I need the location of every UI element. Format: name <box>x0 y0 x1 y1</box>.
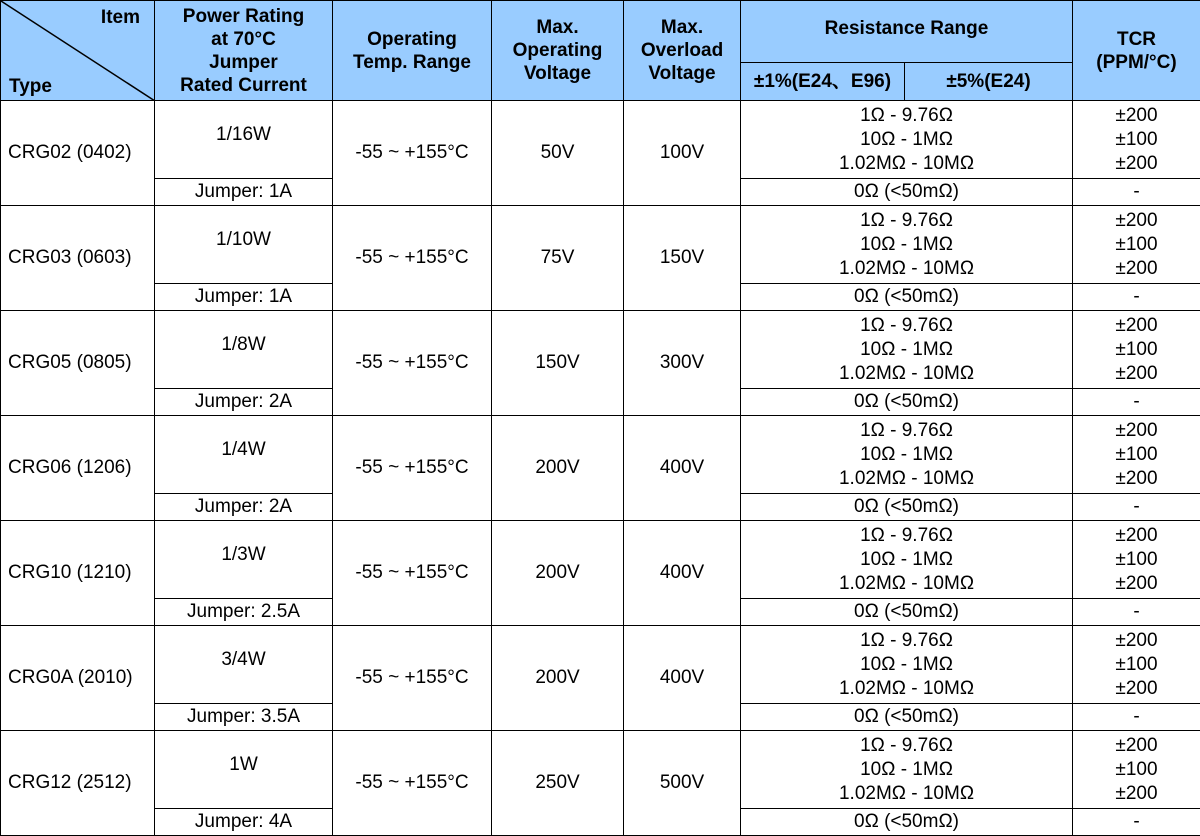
type-label: Type <box>9 75 52 98</box>
item-label: Item <box>101 6 140 29</box>
max-overload-voltage-cell: 300V <box>624 311 741 416</box>
max-overload-voltage-cell: 150V <box>624 206 741 311</box>
jumper-current-cell: Jumper: 4A <box>155 809 333 836</box>
power-rating-cell: 1W <box>155 731 333 809</box>
jumper-tcr-cell: - <box>1073 809 1200 836</box>
tcr-line: ±100 <box>1073 653 1200 677</box>
range-line: 1Ω - 9.76Ω <box>741 524 1072 548</box>
type-cell: CRG12 (2512) <box>1 731 155 836</box>
max-overload-voltage-cell: 400V <box>624 521 741 626</box>
jumper-current-cell: Jumper: 2.5A <box>155 599 333 626</box>
tcr-line: ±100 <box>1073 233 1200 257</box>
type-cell: CRG02 (0402) <box>1 101 155 206</box>
tcr-header: TCR (PPM/°C) <box>1073 1 1200 101</box>
tcr-line: ±100 <box>1073 548 1200 572</box>
max-operating-voltage-cell: 250V <box>492 731 624 836</box>
jumper-tcr-cell: - <box>1073 389 1200 416</box>
max-operating-voltage-cell: 150V <box>492 311 624 416</box>
jumper-resistance-cell: 0Ω (<50mΩ) <box>741 704 1073 731</box>
tcr-line: ±200 <box>1073 257 1200 281</box>
range-line: 10Ω - 1MΩ <box>741 233 1072 257</box>
tcr-line: ±200 <box>1073 104 1200 128</box>
tcr-cell <box>1073 101 1200 179</box>
tcr-line: ±200 <box>1073 362 1200 386</box>
max-operating-voltage-cell: 200V <box>492 626 624 731</box>
range-line: 1.02MΩ - 10MΩ <box>741 572 1072 596</box>
jumper-resistance-cell: 0Ω (<50mΩ) <box>741 809 1073 836</box>
tcr-cell <box>1073 311 1200 389</box>
jumper-resistance-cell: 0Ω (<50mΩ) <box>741 284 1073 311</box>
range-line: 1.02MΩ - 10MΩ <box>741 467 1072 491</box>
tcr-line: ±200 <box>1073 152 1200 176</box>
tcr-line: ±200 <box>1073 467 1200 491</box>
tcr-cell <box>1073 626 1200 704</box>
temp-range-header: Operating Temp. Range <box>333 1 492 101</box>
tcr-line: ±100 <box>1073 338 1200 362</box>
max-overload-voltage-header: Max. Overload Voltage <box>624 1 741 101</box>
jumper-tcr-cell: - <box>1073 284 1200 311</box>
temp-range-cell: -55 ~ +155°C <box>333 521 492 626</box>
jumper-resistance-cell: 0Ω (<50mΩ) <box>741 389 1073 416</box>
power-rating-cell: 3/4W <box>155 626 333 704</box>
type-cell: CRG10 (1210) <box>1 521 155 626</box>
jumper-current-cell: Jumper: 2A <box>155 494 333 521</box>
tcr-line: ±100 <box>1073 443 1200 467</box>
range-line: 10Ω - 1MΩ <box>741 338 1072 362</box>
power-rating-cell: 1/3W <box>155 521 333 599</box>
type-cell: CRG0A (2010) <box>1 626 155 731</box>
max-operating-voltage-cell: 200V <box>492 416 624 521</box>
type-cell: CRG03 (0603) <box>1 206 155 311</box>
power-rating-cell: 1/10W <box>155 206 333 284</box>
range-line: 1.02MΩ - 10MΩ <box>741 152 1072 176</box>
max-overload-voltage-cell: 400V <box>624 626 741 731</box>
max-overload-voltage-cell: 500V <box>624 731 741 836</box>
range-line: 10Ω - 1MΩ <box>741 548 1072 572</box>
tcr-cell <box>1073 206 1200 284</box>
temp-range-cell: -55 ~ +155°C <box>333 311 492 416</box>
range-line: 1Ω - 9.76Ω <box>741 209 1072 233</box>
resistance-range-cell <box>741 626 1073 704</box>
jumper-current-cell: Jumper: 3.5A <box>155 704 333 731</box>
max-overload-voltage-cell: 400V <box>624 416 741 521</box>
tcr-line: ±100 <box>1073 758 1200 782</box>
range-line: 1Ω - 9.76Ω <box>741 314 1072 338</box>
temp-range-cell: -55 ~ +155°C <box>333 101 492 206</box>
power-rating-cell: 1/4W <box>155 416 333 494</box>
resistance-range-cell <box>741 206 1073 284</box>
max-operating-voltage-cell: 200V <box>492 521 624 626</box>
jumper-current-cell: Jumper: 1A <box>155 179 333 206</box>
power-rating-cell: 1/8W <box>155 311 333 389</box>
range-line: 10Ω - 1MΩ <box>741 128 1072 152</box>
temp-range-cell: -55 ~ +155°C <box>333 416 492 521</box>
temp-range-cell: -55 ~ +155°C <box>333 731 492 836</box>
resistance-range-cell <box>741 416 1073 494</box>
resistance-range-cell <box>741 731 1073 809</box>
tcr-line: ±200 <box>1073 209 1200 233</box>
tcr-line: ±200 <box>1073 524 1200 548</box>
tcr-cell <box>1073 521 1200 599</box>
tcr-line: ±200 <box>1073 419 1200 443</box>
jumper-tcr-cell: - <box>1073 599 1200 626</box>
range-line: 1.02MΩ - 10MΩ <box>741 677 1072 701</box>
resistance-range-cell <box>741 311 1073 389</box>
tcr-line: ±200 <box>1073 629 1200 653</box>
jumper-tcr-cell: - <box>1073 704 1200 731</box>
resistance-range-header: Resistance Range <box>741 1 1073 63</box>
tcr-line: ±200 <box>1073 572 1200 596</box>
power-rating-cell: 1/16W <box>155 101 333 179</box>
resistance-range-cell <box>741 521 1073 599</box>
jumper-tcr-cell: - <box>1073 494 1200 521</box>
resistance-range-cell <box>741 101 1073 179</box>
range-line: 10Ω - 1MΩ <box>741 758 1072 782</box>
jumper-current-cell: Jumper: 2A <box>155 389 333 416</box>
tcr-line: ±200 <box>1073 782 1200 806</box>
range-line: 10Ω - 1MΩ <box>741 653 1072 677</box>
max-operating-voltage-cell: 75V <box>492 206 624 311</box>
range-line: 1Ω - 9.76Ω <box>741 629 1072 653</box>
resistance-5pct-header: ±5%(E24) <box>905 63 1073 101</box>
range-line: 1Ω - 9.76Ω <box>741 104 1072 128</box>
jumper-resistance-cell: 0Ω (<50mΩ) <box>741 179 1073 206</box>
max-operating-voltage-cell: 50V <box>492 101 624 206</box>
range-line: 1Ω - 9.76Ω <box>741 734 1072 758</box>
type-cell: CRG05 (0805) <box>1 311 155 416</box>
item-type-header <box>1 1 155 101</box>
jumper-resistance-cell: 0Ω (<50mΩ) <box>741 599 1073 626</box>
tcr-cell <box>1073 731 1200 809</box>
jumper-current-cell: Jumper: 1A <box>155 284 333 311</box>
range-line: 1.02MΩ - 10MΩ <box>741 362 1072 386</box>
tcr-line: ±200 <box>1073 734 1200 758</box>
max-operating-voltage-header: Max. Operating Voltage <box>492 1 624 101</box>
jumper-tcr-cell: - <box>1073 179 1200 206</box>
range-line: 1.02MΩ - 10MΩ <box>741 782 1072 806</box>
type-cell: CRG06 (1206) <box>1 416 155 521</box>
tcr-cell <box>1073 416 1200 494</box>
power-rating-header: Power Rating at 70°C Jumper Rated Current <box>155 1 333 101</box>
tcr-line: ±200 <box>1073 314 1200 338</box>
max-overload-voltage-cell: 100V <box>624 101 741 206</box>
temp-range-cell: -55 ~ +155°C <box>333 626 492 731</box>
tcr-line: ±200 <box>1073 677 1200 701</box>
resistance-1pct-header: ±1%(E24、E96) <box>741 63 905 101</box>
temp-range-cell: -55 ~ +155°C <box>333 206 492 311</box>
jumper-resistance-cell: 0Ω (<50mΩ) <box>741 494 1073 521</box>
range-line: 1.02MΩ - 10MΩ <box>741 257 1072 281</box>
range-line: 1Ω - 9.76Ω <box>741 419 1072 443</box>
table-body <box>1 101 1200 836</box>
tcr-line: ±100 <box>1073 128 1200 152</box>
range-line: 10Ω - 1MΩ <box>741 443 1072 467</box>
